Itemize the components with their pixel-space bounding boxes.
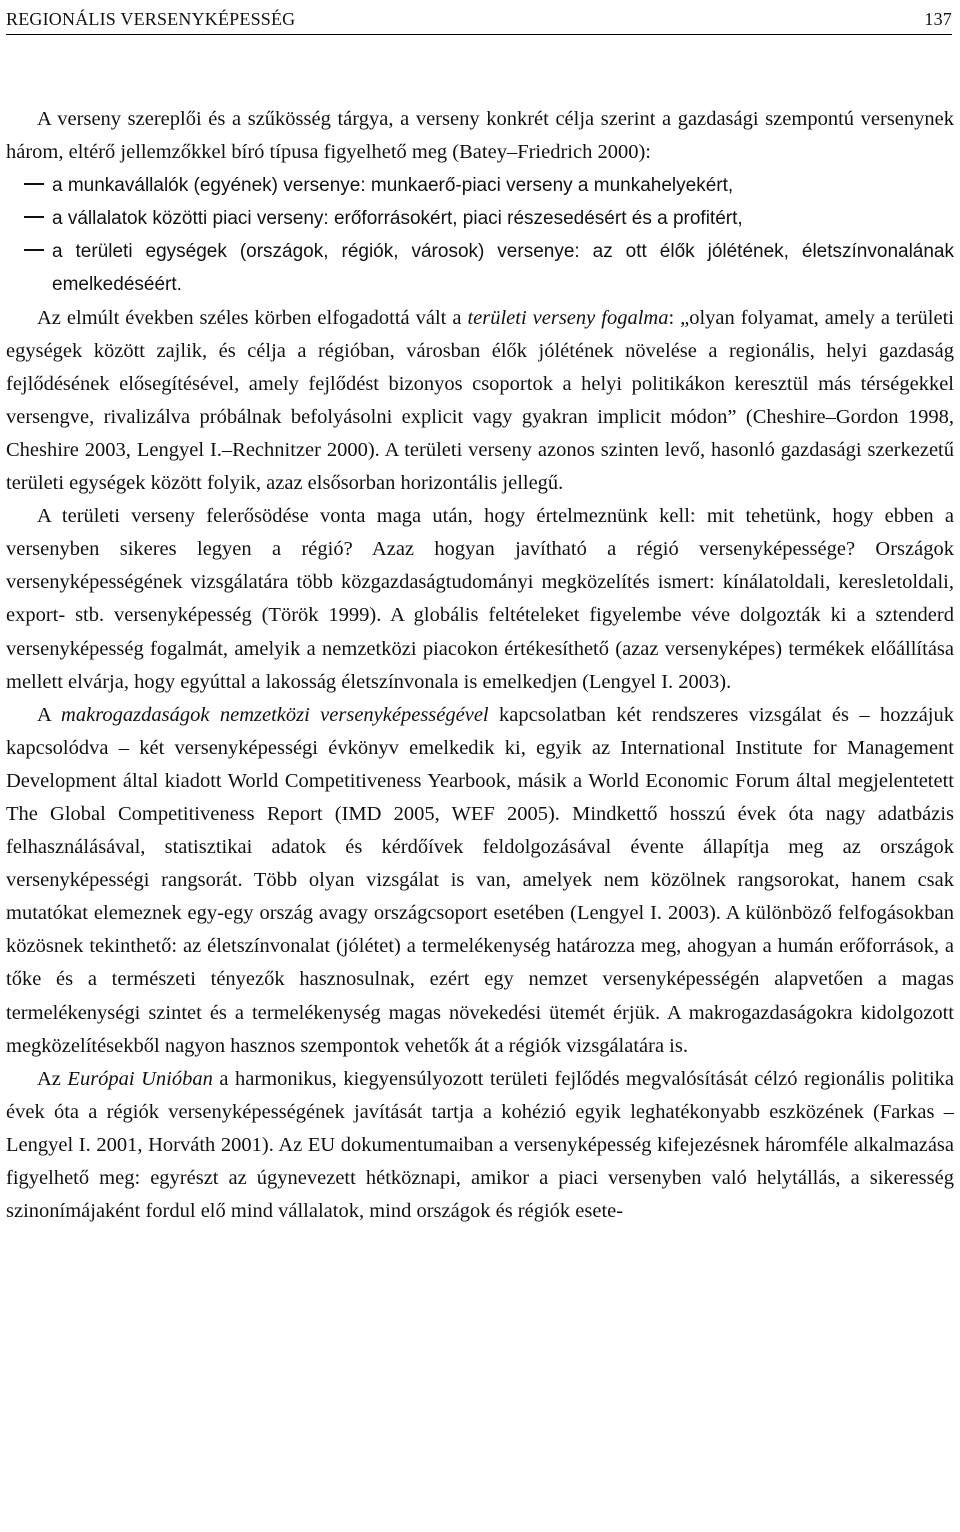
paragraph-european-union [6,1063,954,1228]
competition-types-list [6,169,954,301]
running-title: REGIONÁLIS VERSENYKÉPESSÉG [6,8,296,29]
list-item-text: a területi egységek (országok, régiók, városok) versenye: az ott élők jólétének, életszínvonalának emelkedéséért. [52,241,954,296]
dash-bullet-icon [24,202,44,235]
text-run: A [37,703,62,726]
paragraph-territorial-competition [6,302,954,501]
dash-bullet-icon [24,235,44,268]
text-run: kapcsolatban két rendszeres vizsgálat és – hozzájuk kapcsolódva – két versenyképességi évkönyv emelkedik ki, egyik az International Institute for Management Development által kiadott World Competitiveness Yearbook, másik a World Economic Forum által megjelentetett The Global Competitiveness Report (IMD 2005, WEF 2005). Mindkettő hosszú évek óta nagy adatbázis felhasználásával, statisztikai adatok és kérdőívek feldolgozásával évente állapítja meg az országok versenyképességi rangsorát. Több olyan vizsgálat is van, amelyek nem közölnek rangsorokat, hanem csak mutatókat elemeznek egy-egy ország avagy országcsoport esetében (Lengyel I. 2003). A különböző felfogásokban közösnek tekinthető: az életszínvonalat (jólétet) a termelékenység határozza meg, ahogyan a humán erőforrások, a tőke és a természeti tényezők hasznosulnak, ezért egy nemzet versenyképességén alapvetően a magas termelékenységi szintet és a termelékenység magas növekedési ütemét érjük. A makrogazdaságokra kidolgozott megközelítésekből nagyon hasznos szempontok vehetők át a régiók vizsgálatára is. [6,703,954,1057]
running-header [6,4,952,35]
list-item-text: a munkavállalók (egyének) versenye: munkaerő-piaci verseny a munkahelyekért, [52,175,734,197]
text-run: a harmonikus, kiegyensúlyozott területi fejlődés megvalósítását célzó regionális politika évek óta a régiók versenyképességének javítását tartja a kohézió egyik leghatékonyabb eszközének (Farkas – Lengyel I. 2001, Horváth 2001). Az EU dokumentumaiban a versenyképesség kifejezésnek háromféle alkalmazása figyelhető meg: egyrészt az úgynevezett hétköznapi, amikor a piaci versenyben való helytállás, a sikeresség szinonímájaként fordul elő mind vállalatok, mind országok és régiók esete- [6,1067,954,1223]
list-item [6,235,954,301]
page-number: 137 [924,8,952,29]
list-item-text: a vállalatok közötti piaci verseny: erőforrásokért, piaci részesedésért és a profitért, [52,208,743,230]
italic-term: makrogazdaságok nemzetközi versenyképességével [61,703,489,726]
paragraph-macroeconomies [6,699,954,1063]
dash-bullet-icon [24,169,44,202]
text-run: Az elmúlt években széles körben elfogadottá vált a [37,306,468,329]
text-run: Az [37,1067,68,1090]
body-text [6,103,954,1228]
paragraph-competitiveness: A területi verseny felerősödése vonta maga után, hogy értelmeznünk kell: mit tehetünk, hogy ebben a versenyben sikeres legyen a régió? Azaz hogyan javítható a régió versenyképessége? Országok versenyképességének vizsgálatára több közgazdaságtudományi megközelítés ismert: kínálatoldali, keresletoldali, export- stb. versenyképesség (Török 1999). A globális feltételeket figyelembe véve dolgozták ki a sztenderd versenyképesség fogalmát, amelyik a nemzetközi piacokon értékesíthető (azaz versenyképes) termékek előállítása mellett elvárja, hogy egyúttal a lakosság életszínvonala is emelkedjen (Lengyel I. 2003). [6,505,954,693]
italic-term: területi verseny fogalma [467,306,669,329]
list-item [6,202,954,235]
intro-paragraph: A verseny szereplői és a szűkösség tárgya, a verseny konkrét célja szerint a gazdasági szempontú versenynek három, eltérő jellemzőkkel bíró típusa figyelhető meg (Batey–Friedrich 2000): [6,108,954,164]
italic-term: Európai Unióban [67,1067,213,1090]
text-run: : „olyan folyamat, amely a területi egységek között zajlik, és célja a régióban, városban élők jólétének növelése a regionális, helyi gazdaság fejlődésének elősegítésével, amely fejlődést bizonyos csoportok a helyi politikákon keresztül más térségekkel versengve, rivalizálva próbálnak befolyásolni explicit vagy gyakran implicit módon” (Cheshire–Gordon 1998, Cheshire 2003, Lengyel I.–Rechnitzer 2000). A területi verseny azonos szinten levő, hasonló gazdasági szerkezetű területi egységek között folyik, azaz elsősorban horizontális jellegű. [6,306,954,495]
list-item [6,169,954,202]
